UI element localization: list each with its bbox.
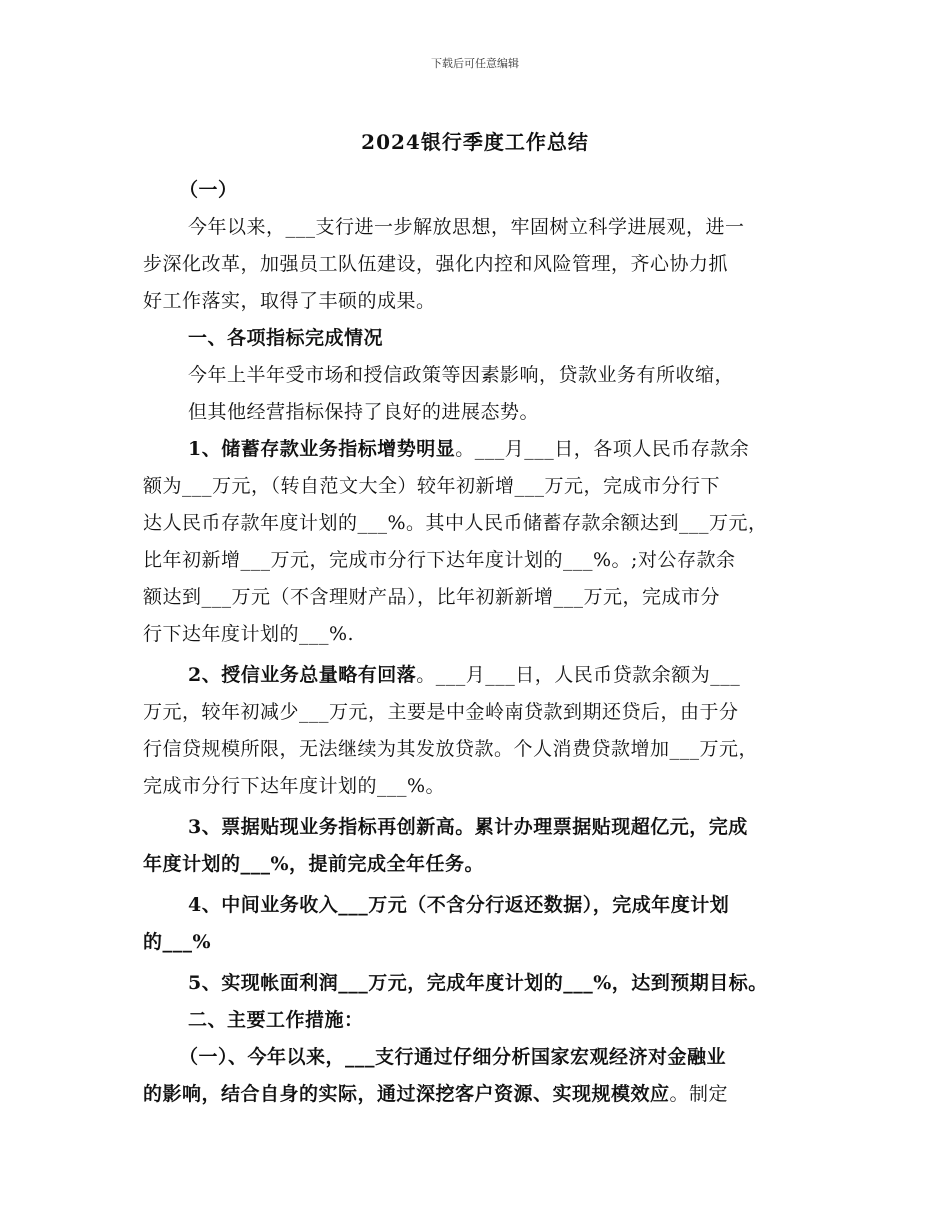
paragraph-line: 步深化改革，加强员工队伍建设，强化内控和风险管理，齐心协力抓 xyxy=(143,253,729,275)
item-2-text: 。___月___日，人民币贷款余额为___ xyxy=(416,664,741,686)
paragraph-line: 万元，较年初减少___万元，主要是中金岭南贷款到期还贷后，由于分 xyxy=(143,701,739,723)
item-2-heading: 2、授信业务总量略有回落 xyxy=(188,664,417,686)
heading-2: 二、主要工作措施： xyxy=(188,1009,364,1031)
item-1-heading: 1、储蓄存款业务指标增势明显 xyxy=(188,438,456,460)
paragraph-line: 今年以来，___支行进一步解放思想，牢固树立科学进展观，进一 xyxy=(188,216,745,238)
paragraph-line: 行信贷规模所限，无法继续为其发放贷款。个人消费贷款增加___万元， xyxy=(143,738,759,760)
paragraph-line: 的___% xyxy=(143,931,212,953)
item-1-text: 。___月___日，各项人民币存款余 xyxy=(455,438,750,460)
paragraph-line: 年度计划的___%，提前完成全年任务。 xyxy=(143,853,485,875)
item-5-line: 5、实现帐面利润___万元，完成年度计划的___%，达到预期目标。 xyxy=(188,972,768,994)
normal-run: 。制定 xyxy=(669,1083,729,1105)
paragraph-line: 好工作落实，取得了丰硕的成果。 xyxy=(143,290,436,312)
paragraph-line: 但其他经营指标保持了良好的进展态势。 xyxy=(188,401,540,423)
paragraph-line: 行下达年度计划的___%. xyxy=(143,623,355,645)
section-marker: （一） xyxy=(179,179,238,201)
paragraph-line: 达人民币存款年度计划的___%。其中人民币储蓄存款余额达到___万元， xyxy=(143,512,768,534)
header-note: 下载后可任意编辑 xyxy=(431,57,519,70)
subsection-line: （一）、今年以来，___支行通过仔细分析国家宏观经济对金融业 xyxy=(179,1046,727,1068)
item-3-line: 3、票据贴现业务指标再创新高。累计办理票据贴现超亿元，完成 xyxy=(188,816,748,838)
paragraph-line: 额达到___万元（不含理财产品），比年初新新增___万元，完成市分 xyxy=(143,586,721,608)
document-title: 2024银行季度工作总结 xyxy=(361,130,589,154)
paragraph-line: 额为___万元，（转自范文大全）较年初新增___万元，完成市分行下 xyxy=(143,475,721,497)
paragraph-line: 比年初新增___万元，完成市分行下达年度计划的___%。;对公存款余 xyxy=(143,549,736,571)
paragraph-line: 今年上半年受市场和授信政策等因素影响，贷款业务有所收缩， xyxy=(188,364,735,386)
bold-run: 的影响，结合自身的实际，通过深挖客户资源、实现规模效应 xyxy=(143,1083,670,1105)
paragraph-line xyxy=(143,1076,813,1113)
paragraph-line: 完成市分行下达年度计划的___%。 xyxy=(143,775,446,797)
item-1-line xyxy=(143,431,813,468)
document-body xyxy=(143,172,813,1113)
heading-1: 一、各项指标完成情况 xyxy=(188,327,384,349)
item-4-line: 4、中间业务收入___万元（不含分行返还数据），完成年度计划 xyxy=(188,894,730,916)
item-2-line xyxy=(143,657,813,694)
